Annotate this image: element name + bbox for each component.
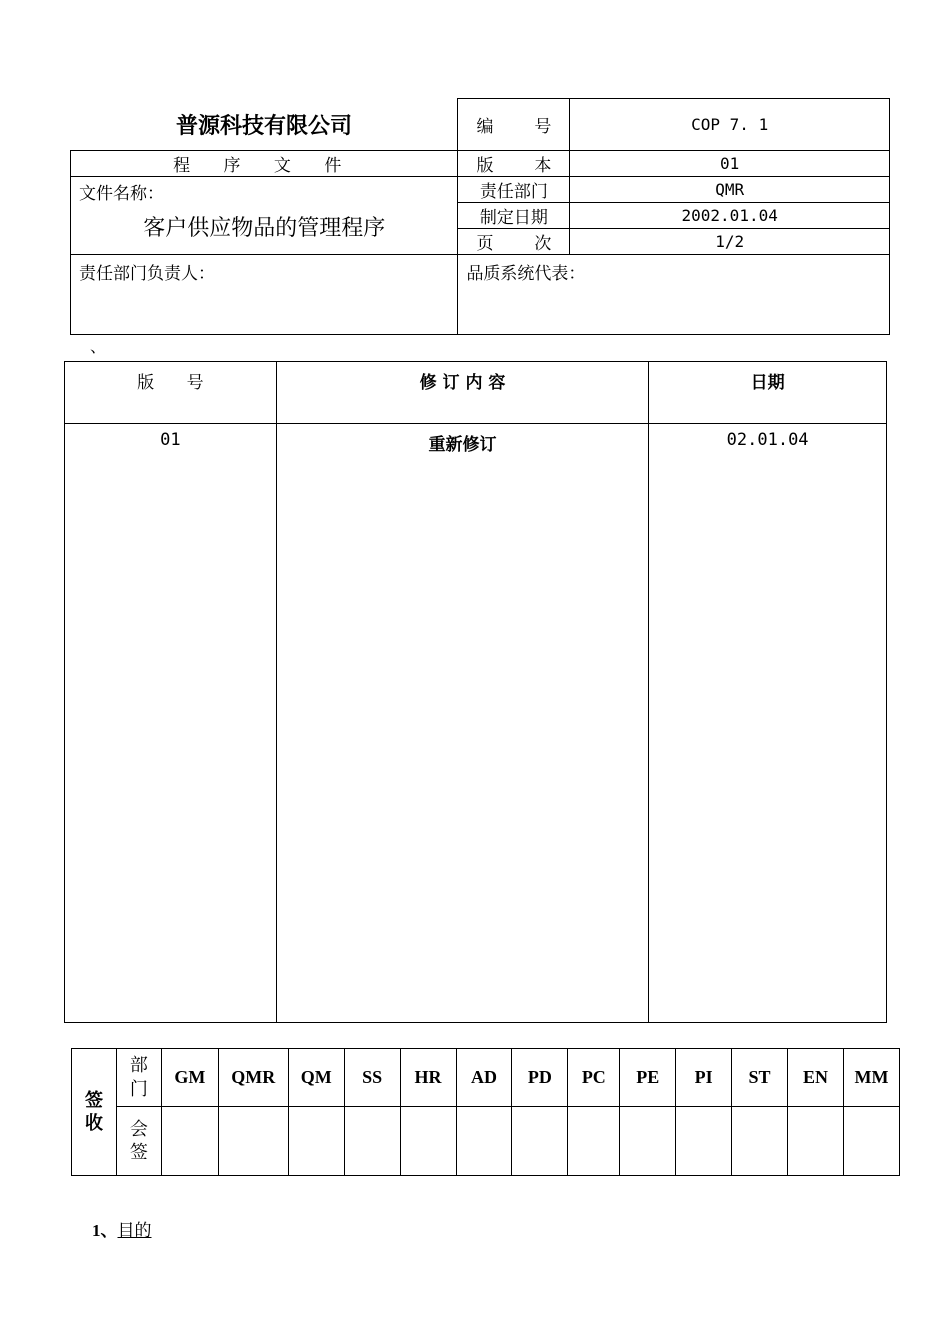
sign-cell-hr[interactable]: [400, 1107, 456, 1176]
responsible-head-cell: [71, 255, 458, 335]
dept-en: EN: [788, 1049, 844, 1107]
field-value-code: COP 7. 1: [570, 99, 890, 151]
signoff-label: 签收: [72, 1049, 117, 1176]
sign-cell-pi[interactable]: [676, 1107, 732, 1176]
rev-row-version: 01: [65, 424, 277, 1023]
rev-header-version: 版 号: [65, 362, 277, 424]
company-name: 普源科技有限公司: [71, 99, 458, 151]
responsible-head-label: 责任部门负责人：: [79, 264, 215, 284]
dept-mm: MM: [843, 1049, 899, 1107]
dept-row-label: 部门: [116, 1049, 161, 1107]
signoff-table: [71, 1048, 900, 1176]
sign-cell-ss[interactable]: [344, 1107, 400, 1176]
field-label-page: 页 次: [458, 229, 570, 255]
sign-cell-pd[interactable]: [512, 1107, 568, 1176]
section-1-title: 目的: [117, 1221, 152, 1241]
dept-pi: PI: [676, 1049, 732, 1107]
rev-row-content: 重新修订: [276, 424, 648, 1023]
sign-cell-pc[interactable]: [568, 1107, 620, 1176]
dept-pd: PD: [512, 1049, 568, 1107]
dept-qm: QM: [288, 1049, 344, 1107]
dept-ss: SS: [344, 1049, 400, 1107]
field-value-dept: QMR: [570, 177, 890, 203]
sign-cell-mm[interactable]: [843, 1107, 899, 1176]
tick-mark: 、: [90, 337, 107, 356]
sign-cell-pe[interactable]: [620, 1107, 676, 1176]
file-name-label: 文件名称：: [79, 184, 164, 204]
section-1-heading: [92, 1216, 152, 1241]
dept-pc: PC: [568, 1049, 620, 1107]
rev-header-content: 修 订 内 容: [276, 362, 648, 424]
sign-cell-gm[interactable]: [161, 1107, 218, 1176]
quality-rep-cell: [458, 255, 890, 335]
dept-ad: AD: [456, 1049, 512, 1107]
dept-qmr: QMR: [218, 1049, 288, 1107]
dept-hr: HR: [400, 1049, 456, 1107]
dept-st: ST: [732, 1049, 788, 1107]
sign-cell-qm[interactable]: [288, 1107, 344, 1176]
field-label-date: 制定日期: [458, 203, 570, 229]
sign-cell-st[interactable]: [732, 1107, 788, 1176]
header-table: [70, 98, 890, 335]
revision-table: [64, 361, 887, 1023]
field-value-version: 01: [570, 151, 890, 177]
field-label-code: 编 号: [458, 99, 570, 151]
field-value-date: 2002.01.04: [570, 203, 890, 229]
section-1-number: 1、: [92, 1221, 118, 1240]
countersign-row-label: 会签: [116, 1107, 161, 1176]
field-value-page: 1/2: [570, 229, 890, 255]
sign-cell-en[interactable]: [788, 1107, 844, 1176]
dept-pe: PE: [620, 1049, 676, 1107]
field-label-version: 版 本: [458, 151, 570, 177]
sign-cell-qmr[interactable]: [218, 1107, 288, 1176]
dept-gm: GM: [161, 1049, 218, 1107]
field-label-dept: 责任部门: [458, 177, 570, 203]
quality-rep-label: 品质系统代表：: [466, 264, 586, 284]
file-name-cell: [71, 177, 458, 255]
file-name: 客户供应物品的管理程序: [143, 216, 386, 241]
rev-header-date: 日期: [649, 362, 887, 424]
doc-type: 程 序 文 件: [71, 151, 458, 177]
sign-cell-ad[interactable]: [456, 1107, 512, 1176]
rev-row-date: 02.01.04: [649, 424, 887, 1023]
